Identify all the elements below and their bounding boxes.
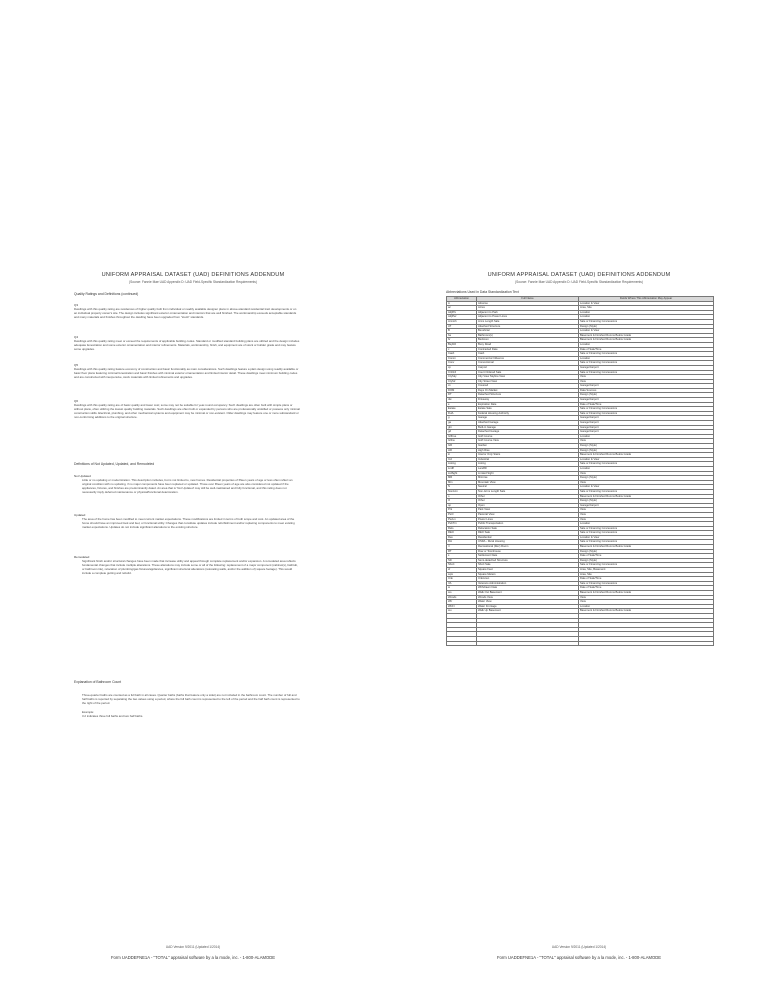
cell-fields: Sale or Financing Concessions bbox=[579, 352, 714, 357]
cell-full-name: Walk Out Basement bbox=[477, 591, 579, 596]
cell-full-name: Power Lines bbox=[477, 517, 579, 522]
cell-abbreviation: Lndfl bbox=[447, 466, 477, 471]
page-title: UNIFORM APPRAISAL DATASET (UAD) DEFINITIONS ADDENDUM bbox=[487, 272, 671, 278]
cell-abbreviation: GlfCse bbox=[447, 434, 477, 439]
quality-code: Q4 bbox=[74, 335, 79, 339]
cell-full-name: Adjacent to Power Lines bbox=[477, 315, 579, 320]
cell-fields: View bbox=[579, 379, 714, 384]
cell-full-name: Court Ordered Sale bbox=[477, 370, 579, 375]
cell-fields: Location & View bbox=[579, 457, 714, 462]
cell-abbreviation: SD bbox=[447, 558, 477, 563]
updated-definitions-heading-wrap bbox=[74, 462, 300, 466]
cell-abbreviation: wu bbox=[447, 609, 477, 614]
footer-form: Form UADDEFNE1A - "TOTAL" appraisal software by a la mode, inc. - 1-800-ALAMODE bbox=[110, 955, 276, 960]
footer-version: UAD Version 9/2011 (Updated 1/2014) bbox=[165, 945, 221, 949]
column-header-abbreviation: Abbreviation bbox=[447, 297, 477, 302]
quality-code: Q6 bbox=[74, 399, 79, 403]
quality-rating-q6 bbox=[74, 399, 300, 419]
cell-fields bbox=[579, 641, 714, 646]
cell-fields: View bbox=[579, 595, 714, 600]
cell-abbreviation: FHA bbox=[447, 411, 477, 416]
cell-full-name: Woods View bbox=[477, 595, 579, 600]
table-row bbox=[447, 641, 714, 646]
cell-abbreviation: Unk bbox=[447, 577, 477, 582]
term-not-updated bbox=[74, 474, 300, 494]
page-subtitle: (Source: Fannie Mae UAD Appendix D: UAD Field-Specific Standardization Requirements) bbox=[515, 280, 643, 284]
cell-full-name: Expiration Date bbox=[477, 402, 579, 407]
cell-abbreviation: cv bbox=[447, 384, 477, 389]
cell-fields: Basement & Finished Rooms Below Grade bbox=[579, 545, 714, 550]
cell-abbreviation: Comm bbox=[447, 356, 477, 361]
cell-fields: Sale or Financing Concessions bbox=[579, 319, 714, 324]
cell-full-name: Water Frontage bbox=[477, 604, 579, 609]
cell-full-name: Attached Structure bbox=[477, 324, 579, 329]
cell-fields: Basement & Finished Rooms Below Grade bbox=[579, 609, 714, 614]
quality-description: Dwellings with this quality rating are residences of higher quality built from individual or readily available designer plans in above-standard residential tract developments or on an individual property owner's site. The design includes significant exterior ornamentation and interiors that are well finished. The workmanship exceeds acceptable standards and many materials and finishes throughout the dwelling have been upgraded from "stock" standards. bbox=[74, 307, 297, 320]
cell-fields: View bbox=[579, 517, 714, 522]
cell-full-name: Federal Housing Authority bbox=[477, 411, 579, 416]
cell-full-name: Acres bbox=[477, 306, 579, 311]
footer-version: UAD Version 9/2011 (Updated 1/2014) bbox=[551, 945, 607, 949]
cell-abbreviation: g bbox=[447, 416, 477, 421]
quality-code: Q3 bbox=[74, 303, 79, 307]
cell-fields: View bbox=[579, 508, 714, 513]
cell-full-name: Row or Townhouse bbox=[477, 549, 579, 554]
cell-fields: Sale or Financing Concessions bbox=[579, 526, 714, 531]
cell-fields: View bbox=[579, 600, 714, 605]
cell-full-name: USDA - Rural Housing bbox=[477, 540, 579, 545]
cell-fields: Sale or Financing Concessions bbox=[579, 563, 714, 568]
bath-count-section bbox=[74, 693, 300, 718]
cell-fields: Garage/Carport bbox=[579, 384, 714, 389]
cell-abbreviation: Prk bbox=[447, 508, 477, 513]
cell-full-name: Public Transportation bbox=[477, 522, 579, 527]
cell-full-name: Garden bbox=[477, 444, 579, 449]
cell-fields: Design (Style) bbox=[579, 558, 714, 563]
cell-abbreviation: Mtn bbox=[447, 480, 477, 485]
bath-count-heading-wrap bbox=[74, 680, 300, 684]
cell-fields: Garage/Carport bbox=[579, 430, 714, 435]
cell-full-name: Settlement Date bbox=[477, 554, 579, 559]
term-definition: Significant finish and/or structural changes have been made that increase utility and appeal through complete replacement and/or expansion. A remodeled area reflects fundamental changes that include multiple alterations. These alterations may include some or all of the following: replacement of a major component (cabinet(s), bathtub, or bathroom tile), relocation of plumbing/gas fixtures/appliances, significant structural alterations (relocating walls, and/or the addition of) square footage). This would include a complete gutting and rebuild. bbox=[82, 559, 298, 576]
cell-full-name: Mid-rise bbox=[477, 476, 579, 481]
quality-description: Dwellings with this quality rating are of basic quality and lower cost; some may not be suitable for year-round occupancy. Such dwellings are often built with simple plans or without plans, often utilizing the lowest quality building materials. Such dwellings are often built or expanded by persons who are professionally unskilled or possess only minimal construction skills. Electrical, plumbing, and other mechanical systems and equipment may be minimal or non-existent. Older dwellings may feature one or more substandard or non-conforming additions to the original structure. bbox=[74, 403, 300, 420]
cell-fields: Sale or Financing Concessions bbox=[579, 411, 714, 416]
cell-abbreviation: DT bbox=[447, 393, 477, 398]
cell-abbreviation: Glfvw bbox=[447, 439, 477, 444]
term-label: Updated bbox=[74, 513, 86, 517]
cell-abbreviation: ba bbox=[447, 333, 477, 338]
cell-fields: Basement & Finished Rooms Below Grade bbox=[579, 333, 714, 338]
cell-abbreviation: Listing bbox=[447, 462, 477, 467]
quality-ratings-heading: Quality Ratings and Definitions (continued) bbox=[74, 292, 139, 296]
cell-abbreviation: ac bbox=[447, 306, 477, 311]
cell-full-name: City Street View bbox=[477, 379, 579, 384]
term-definition: Little or no updating or modernization. This description includes, but is not limited to, new homes. Residential properties of fifteen years of age or less often reflect an original condition with no updating, if no major components have been replaced or updated. Those over fifteen years of age are also considered not updated if the appliances, fixtures, and finishes are predominantly dated. An area that is 'Not Updated' may still be well-maintained and fully functional, and this rating does not necessarily imply deferred maintenance or physical/functional deterioration. bbox=[82, 478, 293, 495]
cell-fields: Sale or Financing Concessions bbox=[579, 531, 714, 536]
cell-full-name: Water View bbox=[477, 600, 579, 605]
cell-full-name: Square Meters bbox=[477, 572, 579, 577]
right-page bbox=[386, 0, 772, 1000]
cell-abbreviation: GR bbox=[447, 444, 477, 449]
cell-fields: Location & View bbox=[579, 301, 714, 306]
quality-code: Q5 bbox=[74, 363, 79, 367]
cell-full-name: Limited Sight bbox=[477, 471, 579, 476]
cell-fields: Basement & Finished Rooms Below Grade bbox=[579, 591, 714, 596]
cell-full-name: Days On Market bbox=[477, 388, 579, 393]
cell-abbreviation: DOM bbox=[447, 388, 477, 393]
page-subtitle: (Source: Fannie Mae UAD Appendix D: UAD Field-Specific Standardization Requirements) bbox=[129, 280, 257, 284]
cell-abbreviation: Pstrl bbox=[447, 512, 477, 517]
cell-fields: Garage/Carport bbox=[579, 425, 714, 430]
cell-fields: Area, Site, Basement bbox=[579, 568, 714, 573]
cell-fields: Garage/Carport bbox=[579, 503, 714, 508]
abbreviations-table-body bbox=[447, 301, 714, 646]
cell-abbreviation: Relo bbox=[447, 526, 477, 531]
cell-abbreviation: c bbox=[447, 347, 477, 352]
bath-count-text: Three-quarter baths are counted as a full bath in all cases. Quarter baths (baths that feature only a toilet) are not included in the bathroom count. The number of full and half baths is reported by separating the two values using a period, where the full bath count is represented to the left of the period and the half bath count is represented to the right of the period. bbox=[82, 693, 300, 706]
cell-full-name: Built-in Garage bbox=[477, 425, 579, 430]
cell-fields: View bbox=[579, 512, 714, 517]
cell-fields: Location bbox=[579, 466, 714, 471]
cell-abbreviation: Estate bbox=[447, 407, 477, 412]
cell-fields: View bbox=[579, 471, 714, 476]
cell-fields: Location & View bbox=[579, 485, 714, 490]
cell-fields: Location bbox=[579, 356, 714, 361]
cell-abbreviation: dw bbox=[447, 398, 477, 403]
cell-abbreviation: RT bbox=[447, 549, 477, 554]
cell-fields: Sale or Financing Concessions bbox=[579, 581, 714, 586]
cell-abbreviation: RH bbox=[447, 540, 477, 545]
cell-abbreviation: AdjPwr bbox=[447, 315, 477, 320]
term-updated bbox=[74, 513, 300, 529]
cell-full-name: Veterans Administration bbox=[477, 581, 579, 586]
cell-fields: Sale or Financing Concessions bbox=[579, 407, 714, 412]
cell-full-name: Landfill bbox=[477, 466, 579, 471]
cell-full-name: Listing bbox=[477, 462, 579, 467]
bath-count-heading: Explanation of Bathroom Count bbox=[74, 680, 122, 684]
cell-full-name: Interior Only Stairs bbox=[477, 453, 579, 458]
cell-abbreviation: Short bbox=[447, 563, 477, 568]
quality-rating-q3 bbox=[74, 303, 300, 319]
term-label: Remodeled bbox=[74, 555, 90, 559]
cell-full-name: Semi-detached Structure bbox=[477, 558, 579, 563]
cell-full-name: Contracted Date bbox=[477, 347, 579, 352]
cell-fields: Data Sources bbox=[579, 388, 714, 393]
cell-abbreviation: Cash bbox=[447, 352, 477, 357]
quality-ratings-section bbox=[74, 292, 300, 296]
cell-fields: Design (Style) bbox=[579, 499, 714, 504]
cell-fields: View bbox=[579, 480, 714, 485]
cell-abbreviation: cp bbox=[447, 365, 477, 370]
cell-fields: Date of Sale/Time bbox=[579, 347, 714, 352]
cell-full-name: Bedroom bbox=[477, 338, 579, 343]
cell-fields: Sale or Financing Concessions bbox=[579, 462, 714, 467]
cell-abbreviation: LtdSght bbox=[447, 471, 477, 476]
cell-abbreviation bbox=[447, 641, 477, 646]
cell-full-name: Industrial bbox=[477, 457, 579, 462]
cell-abbreviation: rr bbox=[447, 545, 477, 550]
cell-full-name: Pastoral View bbox=[477, 512, 579, 517]
cell-fields: Date of Sale/Time bbox=[579, 402, 714, 407]
cell-full-name: Relocation Sale bbox=[477, 526, 579, 531]
cell-full-name: Mountain View bbox=[477, 480, 579, 485]
cell-full-name: Recreational (Rec) Room bbox=[477, 545, 579, 550]
cell-full-name: City View Skyline View bbox=[477, 375, 579, 380]
column-header-fields: Fields Where This Abbreviation May Appear bbox=[579, 297, 714, 302]
cell-full-name: Carport bbox=[477, 365, 579, 370]
cell-abbreviation: HR bbox=[447, 448, 477, 453]
cell-abbreviation: Res bbox=[447, 535, 477, 540]
cell-full-name: Cash bbox=[477, 352, 579, 357]
quality-rating-q5 bbox=[74, 363, 300, 379]
cell-full-name bbox=[477, 641, 579, 646]
cell-full-name: Estate Sale bbox=[477, 407, 579, 412]
cell-abbreviation: e bbox=[447, 402, 477, 407]
cell-fields: Location bbox=[579, 315, 714, 320]
cell-abbreviation: o bbox=[447, 494, 477, 499]
example-label: Example: bbox=[82, 710, 95, 715]
cell-abbreviation: CtyStr bbox=[447, 379, 477, 384]
cell-full-name: Driveway bbox=[477, 398, 579, 403]
cell-full-name: Covered bbox=[477, 384, 579, 389]
cell-abbreviation: Ind bbox=[447, 457, 477, 462]
cell-abbreviation: op bbox=[447, 503, 477, 508]
cell-full-name: Detached Garage bbox=[477, 430, 579, 435]
cell-fields: Location bbox=[579, 522, 714, 527]
cell-full-name: Conventional bbox=[477, 361, 579, 366]
cell-fields: Location bbox=[579, 310, 714, 315]
term-definition: The area of the home has been modified to meet current market expectations. These modifications are limited in terms of both scope and cost. An updated area of the home should have an improved look and feel, or functional utility. Changes that constitute updates include refurbishment and/or replacing components to meet existing market expectations. Updates do not include significant alterations to the existing structure. bbox=[82, 517, 295, 530]
quality-rating-q4 bbox=[74, 335, 300, 351]
cell-full-name: Adjacent to Park bbox=[477, 310, 579, 315]
cell-abbreviation: w bbox=[447, 586, 477, 591]
cell-abbreviation: sqm bbox=[447, 572, 477, 577]
abbreviations-heading: Abbreviations Used in Data Standardization Text bbox=[446, 290, 519, 294]
cell-full-name: Open bbox=[477, 503, 579, 508]
cell-fields: Basement & Finished Rooms Below Grade bbox=[579, 338, 714, 343]
cell-fields: Location bbox=[579, 604, 714, 609]
cell-fields: Location & View bbox=[579, 535, 714, 540]
updated-definitions-heading: Definitions of Not Updated, Updated, and Remodeled bbox=[74, 462, 155, 466]
cell-fields: Design (Style) bbox=[579, 393, 714, 398]
cell-abbreviation: PubTrn bbox=[447, 522, 477, 527]
quality-description: Dwellings with this quality rating feature economy of construction and basic functionality as main considerations. Such dwellings feature a plain design using readily available or basic floor plans featuring minimal fenestration and basic finishes with minimal exterior ornamentation and limited interior detail. These dwellings meet minimum building codes and are constructed with inexpensive, stock materials with limited refinements and upgrades. bbox=[74, 367, 299, 380]
cell-full-name: Park View bbox=[477, 508, 579, 513]
quality-description: Dwellings with this quality rating meet or exceed the requirements of applicable building codes. Standard or modified standard building plans are utilized and the design includes adequate fenestration and some exterior ornamentation and interior refinements. Materials, workmanship, finish, and equipment are of stock or builder grade and may feature some upgrades. bbox=[74, 339, 300, 352]
cell-abbreviation: VA bbox=[447, 581, 477, 586]
cell-full-name: Short Sale bbox=[477, 563, 579, 568]
cell-fields: Garage/Carport bbox=[579, 398, 714, 403]
cell-full-name: Adverse bbox=[477, 301, 579, 306]
cell-fields: Date of Sale/Time bbox=[579, 586, 714, 591]
cell-abbreviation: BsyRd bbox=[447, 342, 477, 347]
cell-abbreviation: sf bbox=[447, 568, 477, 573]
example-text: 3.2 indicates three full baths and two half baths. bbox=[82, 714, 144, 719]
cell-fields: Sale or Financing Concessions bbox=[579, 489, 714, 494]
cell-fields: Sale or Financing Concessions bbox=[579, 540, 714, 545]
cell-fields: Location bbox=[579, 342, 714, 347]
cell-abbreviation: Wtr bbox=[447, 600, 477, 605]
cell-abbreviation: CrtOrd bbox=[447, 370, 477, 375]
cell-full-name: Attached Garage bbox=[477, 421, 579, 426]
cell-abbreviation: AT bbox=[447, 324, 477, 329]
footer-form: Form UADDEFNE1A - "TOTAL" appraisal software by a la mode, inc. - 1-800-ALAMODE bbox=[496, 955, 662, 960]
cell-abbreviation: O bbox=[447, 499, 477, 504]
cell-abbreviation: wo bbox=[447, 591, 477, 596]
cell-fields: Basement & Finished Rooms Below Grade bbox=[579, 453, 714, 458]
cell-fields: Design (Style) bbox=[579, 448, 714, 453]
cell-full-name: Arms Length Sale bbox=[477, 319, 579, 324]
cell-abbreviation: NonArm bbox=[447, 489, 477, 494]
cell-full-name: REO Sale bbox=[477, 531, 579, 536]
cell-fields: Design (Style) bbox=[579, 324, 714, 329]
cell-full-name: Golf Course bbox=[477, 434, 579, 439]
cell-fields: Area, Site bbox=[579, 306, 714, 311]
cell-fields: Date of Sale/Time bbox=[579, 577, 714, 582]
column-header-full-name: Full Name bbox=[477, 297, 579, 302]
cell-fields: Design (Style) bbox=[579, 444, 714, 449]
cell-abbreviation: br bbox=[447, 338, 477, 343]
cell-abbreviation: Woods bbox=[447, 595, 477, 600]
cell-abbreviation: ArmLth bbox=[447, 319, 477, 324]
cell-abbreviation: gd bbox=[447, 430, 477, 435]
cell-full-name: Residential bbox=[477, 535, 579, 540]
cell-fields: Basement & Finished Rooms Below Grade bbox=[579, 494, 714, 499]
page-title: UNIFORM APPRAISAL DATASET (UAD) DEFINITIONS ADDENDUM bbox=[101, 272, 285, 278]
cell-full-name: Withdrawn Date bbox=[477, 586, 579, 591]
cell-abbreviation: Conv bbox=[447, 361, 477, 366]
cell-fields: Area, Site bbox=[579, 572, 714, 577]
cell-abbreviation: MR bbox=[447, 476, 477, 481]
cell-abbreviation: gbi bbox=[447, 425, 477, 430]
cell-full-name: Busy Road bbox=[477, 342, 579, 347]
cell-full-name: Golf Course View bbox=[477, 439, 579, 444]
cell-fields: View bbox=[579, 439, 714, 444]
cell-abbreviation: in bbox=[447, 453, 477, 458]
cell-fields: Location bbox=[579, 434, 714, 439]
cell-abbreviation: A bbox=[447, 301, 477, 306]
cell-abbreviation: B bbox=[447, 329, 477, 334]
cell-abbreviation: s bbox=[447, 554, 477, 559]
cell-full-name: Walk Up Basement bbox=[477, 609, 579, 614]
cell-fields: Garage/Carport bbox=[579, 421, 714, 426]
cell-fields: Sale or Financing Concessions bbox=[579, 361, 714, 366]
cell-abbreviation: N bbox=[447, 485, 477, 490]
cell-full-name: Other bbox=[477, 499, 579, 504]
cell-fields: Design (Style) bbox=[579, 476, 714, 481]
cell-abbreviation: REO bbox=[447, 531, 477, 536]
cell-abbreviation: ga bbox=[447, 421, 477, 426]
cell-abbreviation: PwrLn bbox=[447, 517, 477, 522]
cell-fields: View bbox=[579, 375, 714, 380]
cell-fields: Design (Style) bbox=[579, 549, 714, 554]
term-label: Not Updated bbox=[74, 474, 91, 478]
cell-full-name: Square Feet bbox=[477, 568, 579, 573]
cell-full-name: Garage bbox=[477, 416, 579, 421]
abbreviations-table bbox=[446, 296, 714, 646]
cell-fields: Location & View bbox=[579, 329, 714, 334]
cell-full-name: Detached Structure bbox=[477, 393, 579, 398]
cell-full-name: Unknown bbox=[477, 577, 579, 582]
cell-fields: Date of Sale/Time bbox=[579, 554, 714, 559]
cell-fields: Sale or Financing Concessions bbox=[579, 370, 714, 375]
cell-full-name: Non-Arms Length Sale bbox=[477, 489, 579, 494]
cell-abbreviation: AdjPrk bbox=[447, 310, 477, 315]
cell-full-name: Beneficial bbox=[477, 329, 579, 334]
cell-full-name: Bathroom(s) bbox=[477, 333, 579, 338]
cell-full-name: Commercial Influence bbox=[477, 356, 579, 361]
cell-fields: Garage/Carport bbox=[579, 416, 714, 421]
cell-full-name: Other bbox=[477, 494, 579, 499]
cell-abbreviation: CtySky bbox=[447, 375, 477, 380]
cell-full-name: High Rise bbox=[477, 448, 579, 453]
term-remodeled bbox=[74, 555, 300, 575]
cell-full-name: Neutral bbox=[477, 485, 579, 490]
cell-fields: Garage/Carport bbox=[579, 365, 714, 370]
cell-abbreviation: WtrFr bbox=[447, 604, 477, 609]
